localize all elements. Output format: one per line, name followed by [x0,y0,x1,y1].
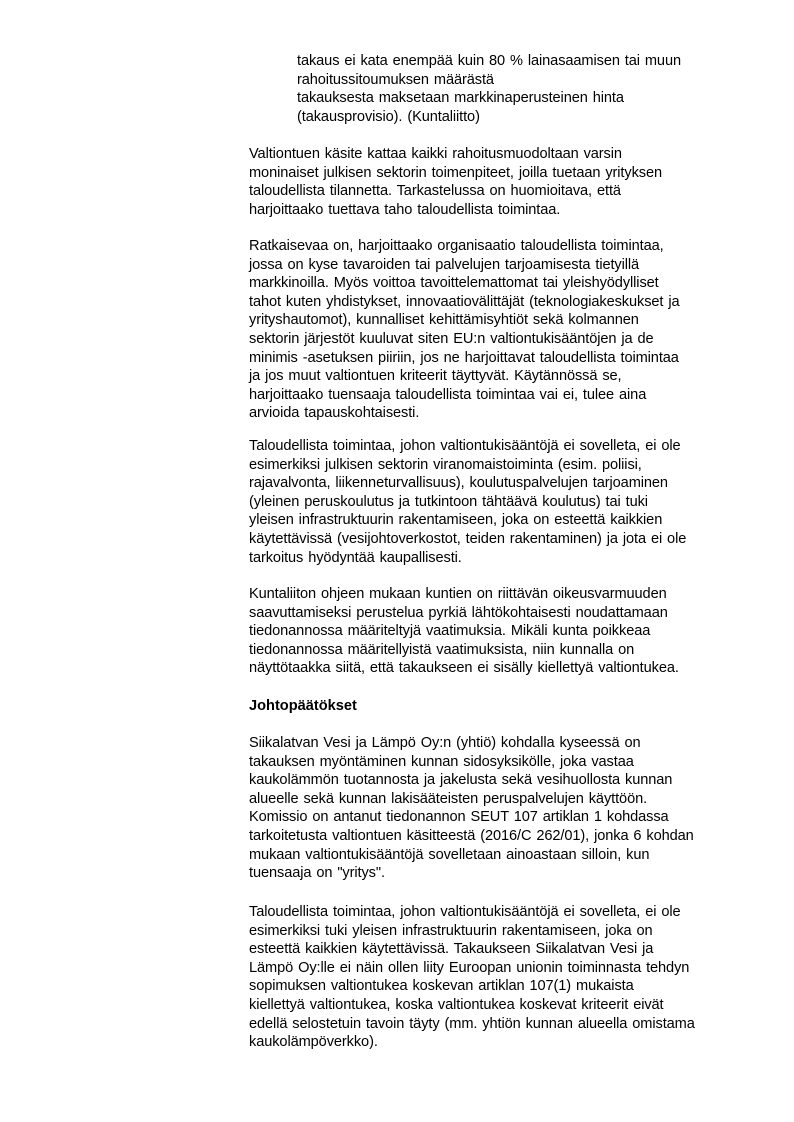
text-line: esimerkiksi julkisen sektorin viranomaistoiminta (esim. poliisi, [249,456,642,473]
text-line: takauksen myöntäminen kunnan sidosyksikölle, joka vastaa [249,753,634,770]
text-line: (takausprovisio). (Kuntaliitto) [297,108,480,125]
text-line: tarkoitetusta valtiontuen käsitteestä (2016/C 262/01), jonka 6 kohdan [249,827,694,844]
text-line: jossa on kyse tavaroiden tai palvelujen tarjoamisesta tietyillä [249,256,640,273]
text-line: Kuntaliiton ohjeen mukaan kuntien on riittävän oikeusvarmuuden [249,586,667,602]
paragraph-conclusion-final [249,903,749,1052]
text-line: harjoittaako tuensaaja taloudellista toimintaa vai ei, tulee aina [249,386,647,403]
text-line: näyttötaakka siitä, että takaukseen ei sisälly kiellettyä valtiontukea. [249,660,679,677]
text-line: Taloudellista toimintaa, johon valtiontukisääntöjä ei sovelleta, ei ole [249,904,681,920]
text-line: Komissio on antanut tiedonannon SEUT 107 artiklan 1 kohdassa [249,809,669,826]
text-line: Siikalatvan Vesi ja Lämpö Oy:n (yhtiö) kohdalla kyseessä on [249,735,641,751]
text-line: kaukolämmön tuotannosta ja jakelusta sekä vesihuollosta kunnan [249,772,673,789]
text-line: kiellettyä valtiontukea, koska valtiontukea koskevat kriteerit eivät [249,996,664,1013]
text-line: (yleinen peruskoulutus ja tutkintoon tähtäävä koulutus) tai tuki [249,493,648,510]
paragraph-non-applicable-activity [249,437,749,567]
indented-list-item [297,52,747,89]
text-line: Valtiontuen käsite kattaa kaikki rahoitusmuodoltaan varsin [249,146,622,162]
text-line: sektorin järjestöt kuuluvat siten EU:n valtiontukisääntöjen ja de [249,330,654,347]
text-line: tarkoitus hyödyntää kaupallisesti. [249,549,462,566]
text-line: moninaiset julkisen sektorin toimenpiteet, joilla tuetaan yrityksen [249,164,662,181]
text-line: esimerkiksi tuki yleisen infrastruktuurin rakentamiseen, joka on [249,922,653,939]
text-line: takaus ei kata enempää kuin 80 % lainasaamisen tai muun [297,53,681,69]
text-line: tiedonannossa määriteltyjä vaatimuksia. Mikäli kunta poikkeaa [249,623,651,640]
text-line: tahot kuten yhdistykset, innovaatiovälittäjät (teknologiakeskukset ja [249,293,680,310]
paragraph-economic-activity [249,237,749,423]
text-line: esteettä kaikkien käytettävissä. Takaukseen Siikalatvan Vesi ja [249,941,654,958]
section-heading-conclusions: Johtopäätökset [249,698,357,714]
text-line: takauksesta maksetaan markkinaperusteinen hinta [297,90,624,106]
text-line: alueelle sekä kunnan lakisääteisten peruspalvelujen käyttöön. [249,790,648,807]
text-line: Ratkaisevaa on, harjoittaako organisaatio taloudellista toimintaa, [249,238,664,254]
text-line: taloudellista tilannetta. Tarkastelussa on huomioitava, että [249,183,621,200]
paragraph-conclusion-company [249,734,749,883]
indented-list-item [297,89,747,126]
text-line: käytettävissä (vesijohtoverkostot, teiden rakentaminen) ja jota ei ole [249,530,687,547]
text-line: harjoittaako tuettava taho taloudellista toimintaa. [249,201,561,218]
text-line: Taloudellista toimintaa, johon valtiontukisääntöjä ei sovelleta, ei ole [249,438,681,454]
text-line: yleisen infrastruktuurin rakentamiseen, joka on esteettä kaikkien [249,512,663,529]
text-line: tuensaaja on "yritys". [249,865,385,882]
text-line: tiedonannossa määritellyistä vaatimuksista, niin kunnalla on [249,641,635,658]
text-line: sopimuksen valtiontukea koskevan artiklan 107(1) mukaista [249,978,634,995]
text-line: markkinoilla. Myös voittoa tavoittelemattomat tai yleishyödylliset [249,275,659,292]
text-line: ja jos muut valtiontuen kriteerit täyttyvät. Käytännössä se, [249,368,622,385]
text-line: rahoitussitoumuksen määrästä [297,71,494,88]
text-line: arvioida tapauskohtaisesti. [249,405,420,422]
text-line: minimis -asetuksen piiriin, jos ne harjoittavat taloudellista toimintaa [249,349,679,366]
text-line: mukaan valtiontukisääntöjä sovelletaan ainoastaan silloin, kun [249,846,650,863]
text-line: edellä selostetuin tavoin täyty (mm. yhtiön kunnan alueella omistama [249,1015,695,1032]
paragraph-kuntaliitto-guidance [249,585,749,678]
text-line: saavuttamiseksi perustelua pyrkiä lähtökohtaisesti noudattamaan [249,604,668,621]
text-line: yrityshautomot), kunnalliset kehittämisyhtiöt sekä kolmannen [249,312,639,329]
text-line: kaukolämpöverkko). [249,1034,378,1051]
text-line: Lämpö Oy:lle ei näin ollen liity Euroopan unionin toiminnasta tehdyn [249,959,690,976]
paragraph-state-aid-concept [249,145,749,219]
text-line: rajavalvonta, liikenneturvallisuus), koulutuspalvelujen tarjoaminen [249,475,668,492]
